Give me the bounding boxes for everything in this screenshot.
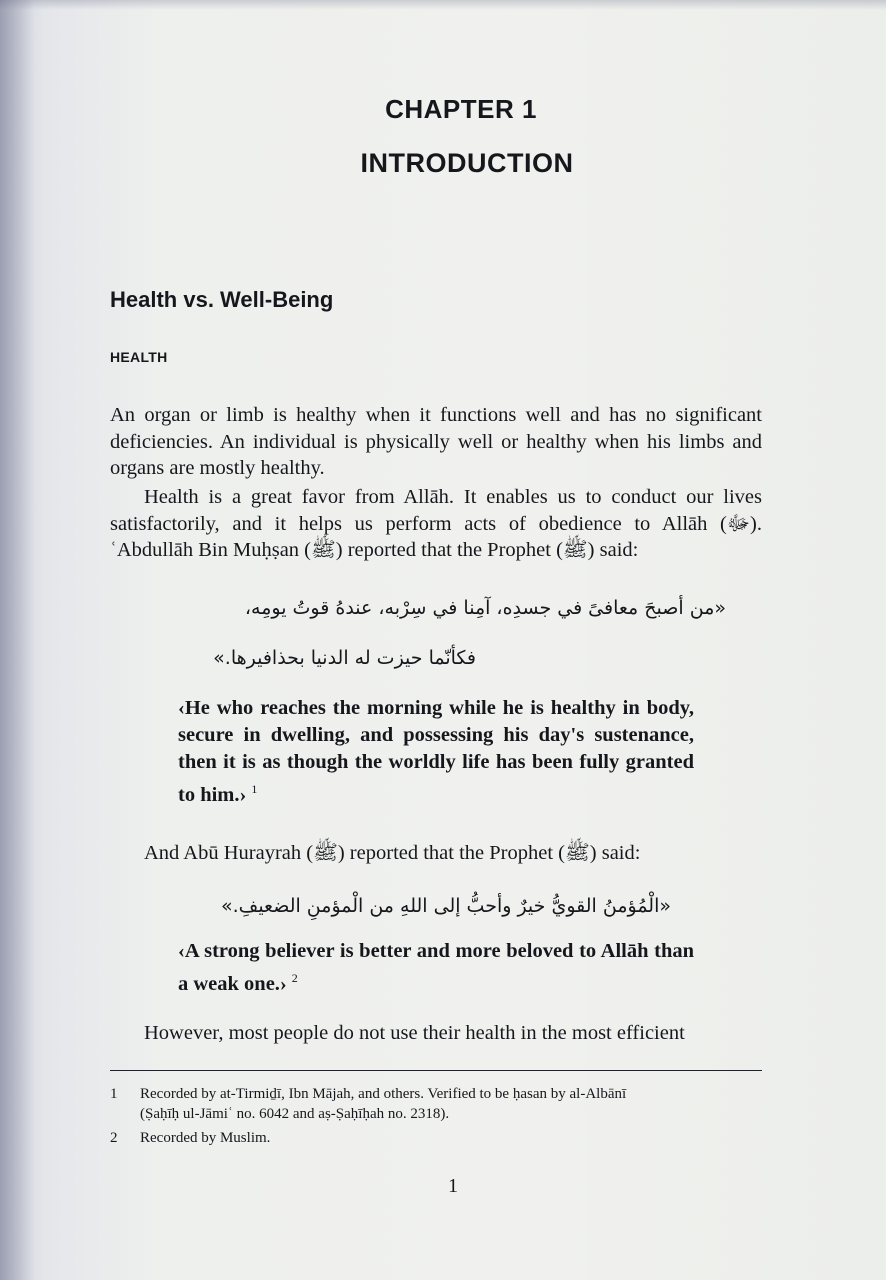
hadith1-arabic-line2: فكأنّما حيزت له الدنيا بحذافيرها.» bbox=[213, 647, 476, 669]
section-heading: Health vs. Well-Being bbox=[110, 287, 334, 312]
page-number: 1 bbox=[448, 1175, 458, 1197]
hadith2-translation bbox=[178, 938, 694, 998]
hadith1-arabic-line1: «من أصبحَ معافىً في جسدِه، آمِنا في سِرْبه، عندهُ قوتُ يومِه، bbox=[244, 597, 726, 619]
footnote-1-text: Recorded by at-Tirmiḏī, Ibn Mājah, and others. Verified to be ḥasan by al-Albānī bbox=[140, 1086, 627, 1102]
binding-shadow bbox=[0, 0, 34, 1280]
footnote-1-number: 1 bbox=[110, 1086, 118, 1102]
footnote-ref-2[interactable]: 2 bbox=[291, 971, 298, 985]
paragraph-health-definition: An organ or limb is healthy when it functions well and has no significant deficiencies. An individual is physically well or healthy when his limbs and organs are mostly healthy. bbox=[110, 404, 762, 479]
hadith1-translation-text: ‹He who reaches the morning while he is healthy in body, secure in dwelling, and possessing his day's sustenance, then it is as though the worldly life has been fully granted to him.› bbox=[178, 697, 694, 806]
chapter-label: CHAPTER 1 bbox=[385, 94, 537, 124]
chapter-title: INTRODUCTION bbox=[360, 148, 574, 178]
subsection-heading: HEALTH bbox=[110, 349, 168, 365]
footnote-2-number: 2 bbox=[110, 1130, 118, 1146]
paragraph-health-favor: Health is a great favor from Allāh. It enables us to conduct our lives satisfactorily, and it helps us perform acts of obedience to Allāh (ﷻ). ʿAbdullāh Bin Muḥṣan (ﷺ) reported that the Prophet (ﷺ) said: bbox=[110, 486, 762, 561]
footnote-1 bbox=[110, 1084, 770, 1124]
footnote-1-continuation: (Ṣaḥīḥ ul-Jāmiʿ no. 6042 and aṣ-Ṣaḥīḥah no. 2318). bbox=[140, 1106, 450, 1122]
hadith2-translation-text: ‹A strong believer is better and more beloved to Allāh than a weak one.› bbox=[178, 940, 694, 995]
footnote-ref-1[interactable]: 1 bbox=[251, 782, 258, 796]
footnote-2-text: Recorded by Muslim. bbox=[140, 1130, 271, 1146]
paragraph-however: However, most people do not use their health in the most efficient bbox=[144, 1022, 685, 1044]
hadith2-arabic: «الْمُؤمنُ القويُّ خيرٌ وأحبُّ إلى اللهِ من الْمؤمنِ الضعيفِ.» bbox=[220, 895, 671, 917]
footnote-2 bbox=[110, 1128, 770, 1148]
top-edge-shadow bbox=[0, 0, 886, 10]
paragraph-abu-hurayrah: And Abū Hurayrah (ﷺ) reported that the Prophet (ﷺ) said: bbox=[144, 842, 641, 864]
footnote-divider bbox=[110, 1070, 762, 1071]
hadith1-translation bbox=[178, 695, 694, 809]
